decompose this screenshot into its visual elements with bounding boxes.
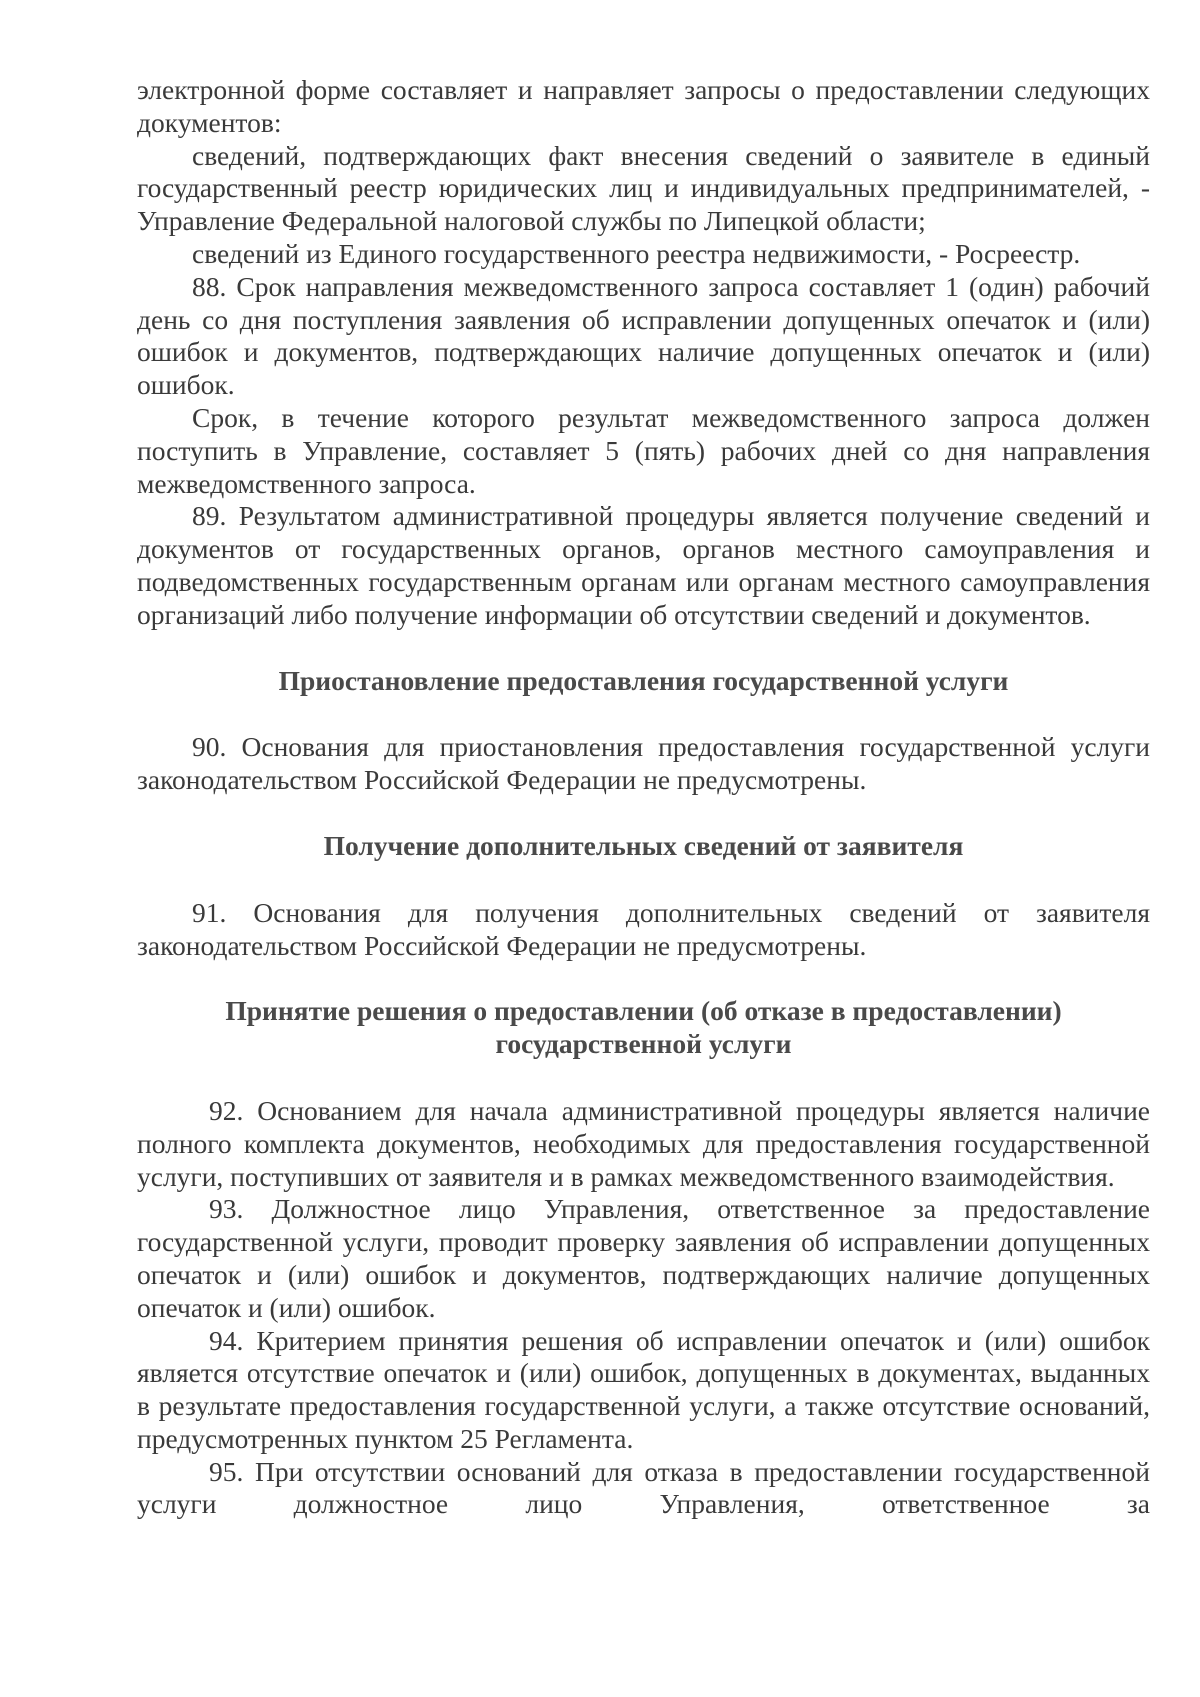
heading-suspension: Приостановление предоставления государственной услуги <box>278 664 1009 696</box>
paragraph-response-term: Срок, в течение которого результат межведомственного запроса должен поступить в Управление, составляет 5 (пять) рабочих дней со дня направления межведомственного запроса. <box>137 401 1150 499</box>
spacer <box>137 962 1150 995</box>
heading-additional-info: Получение дополнительных сведений от заявителя <box>323 829 964 861</box>
paragraph-92: 92. Основанием для начала административной процедуры является наличие полного комплекта документов, необходимых для предоставления государственной услуги, поступивших от заявителя и в рамках межведомственного взаимодействия. <box>137 1094 1150 1192</box>
spacer <box>137 863 1150 897</box>
paragraph-95: 95. При отсутствии оснований для отказа в предоставлении государственной услуги должностное лицо Управления, ответственное за <box>137 1455 1150 1520</box>
paragraph-89: 89. Результатом административной процедуры является получение сведений и документов от государственных органов, органов местного самоуправления и подведомственных государственным органам или органам местного самоуправления организаций либо получение информации об отсутствии сведений и документов. <box>137 500 1150 630</box>
heading-decision-line1: Принятие решения о предоставлении (об отказе в предоставлении) <box>225 995 1062 1027</box>
heading-decision-line2: государственной услуги <box>495 1028 792 1060</box>
spacer <box>137 1061 1150 1095</box>
document-page <box>137 74 1150 1521</box>
paragraph-93: 93. Должностное лицо Управления, ответственное за предоставление государственной услуги, проводит проверку заявления об исправлении допущенных опечаток и (или) ошибок и документов, подтверждающих наличие допущенных опечаток и (или) ошибок. <box>137 1193 1150 1323</box>
spacer <box>137 632 1150 665</box>
spacer <box>137 797 1150 830</box>
paragraph-continuation: электронной форме составляет и направляет запросы о предоставлении следующих документов: <box>137 74 1150 138</box>
paragraph-88: 88. Срок направления межведомственного запроса составляет 1 (один) рабочий день со дня поступления заявления об исправлении допущенных опечаток и (или) ошибок и документов, подтверждающих наличие допущенных опечаток и (или) ошибок. <box>137 270 1150 401</box>
paragraph-egrn-info: сведений из Единого государственного реестра недвижимости, - Росреестр. <box>192 237 1081 269</box>
paragraph-91: 91. Основания для получения дополнительных сведений от заявителя законодательством Российской Федерации не предусмотрены. <box>137 896 1150 961</box>
paragraph-90: 90. Основания для приостановления предоставления государственной услуги законодательством Российской Федерации не предусмотрены. <box>137 731 1150 796</box>
paragraph-egrul-info: сведений, подтверждающих факт внесения сведений о заявителе в единый государственный реестр юридических лиц и индивидуальных предпринимателей, - Управление Федеральной налоговой службы по Липецкой области; <box>137 139 1150 237</box>
spacer <box>137 697 1150 731</box>
paragraph-94: 94. Критерием принятия решения об исправлении опечаток и (или) ошибок является отсутствие опечаток и (или) ошибок, допущенных в документах, выданных в результате предоставления государственной услуги, а также отсутствие оснований, предусмотренных пунктом 25 Регламента. <box>137 1324 1150 1454</box>
